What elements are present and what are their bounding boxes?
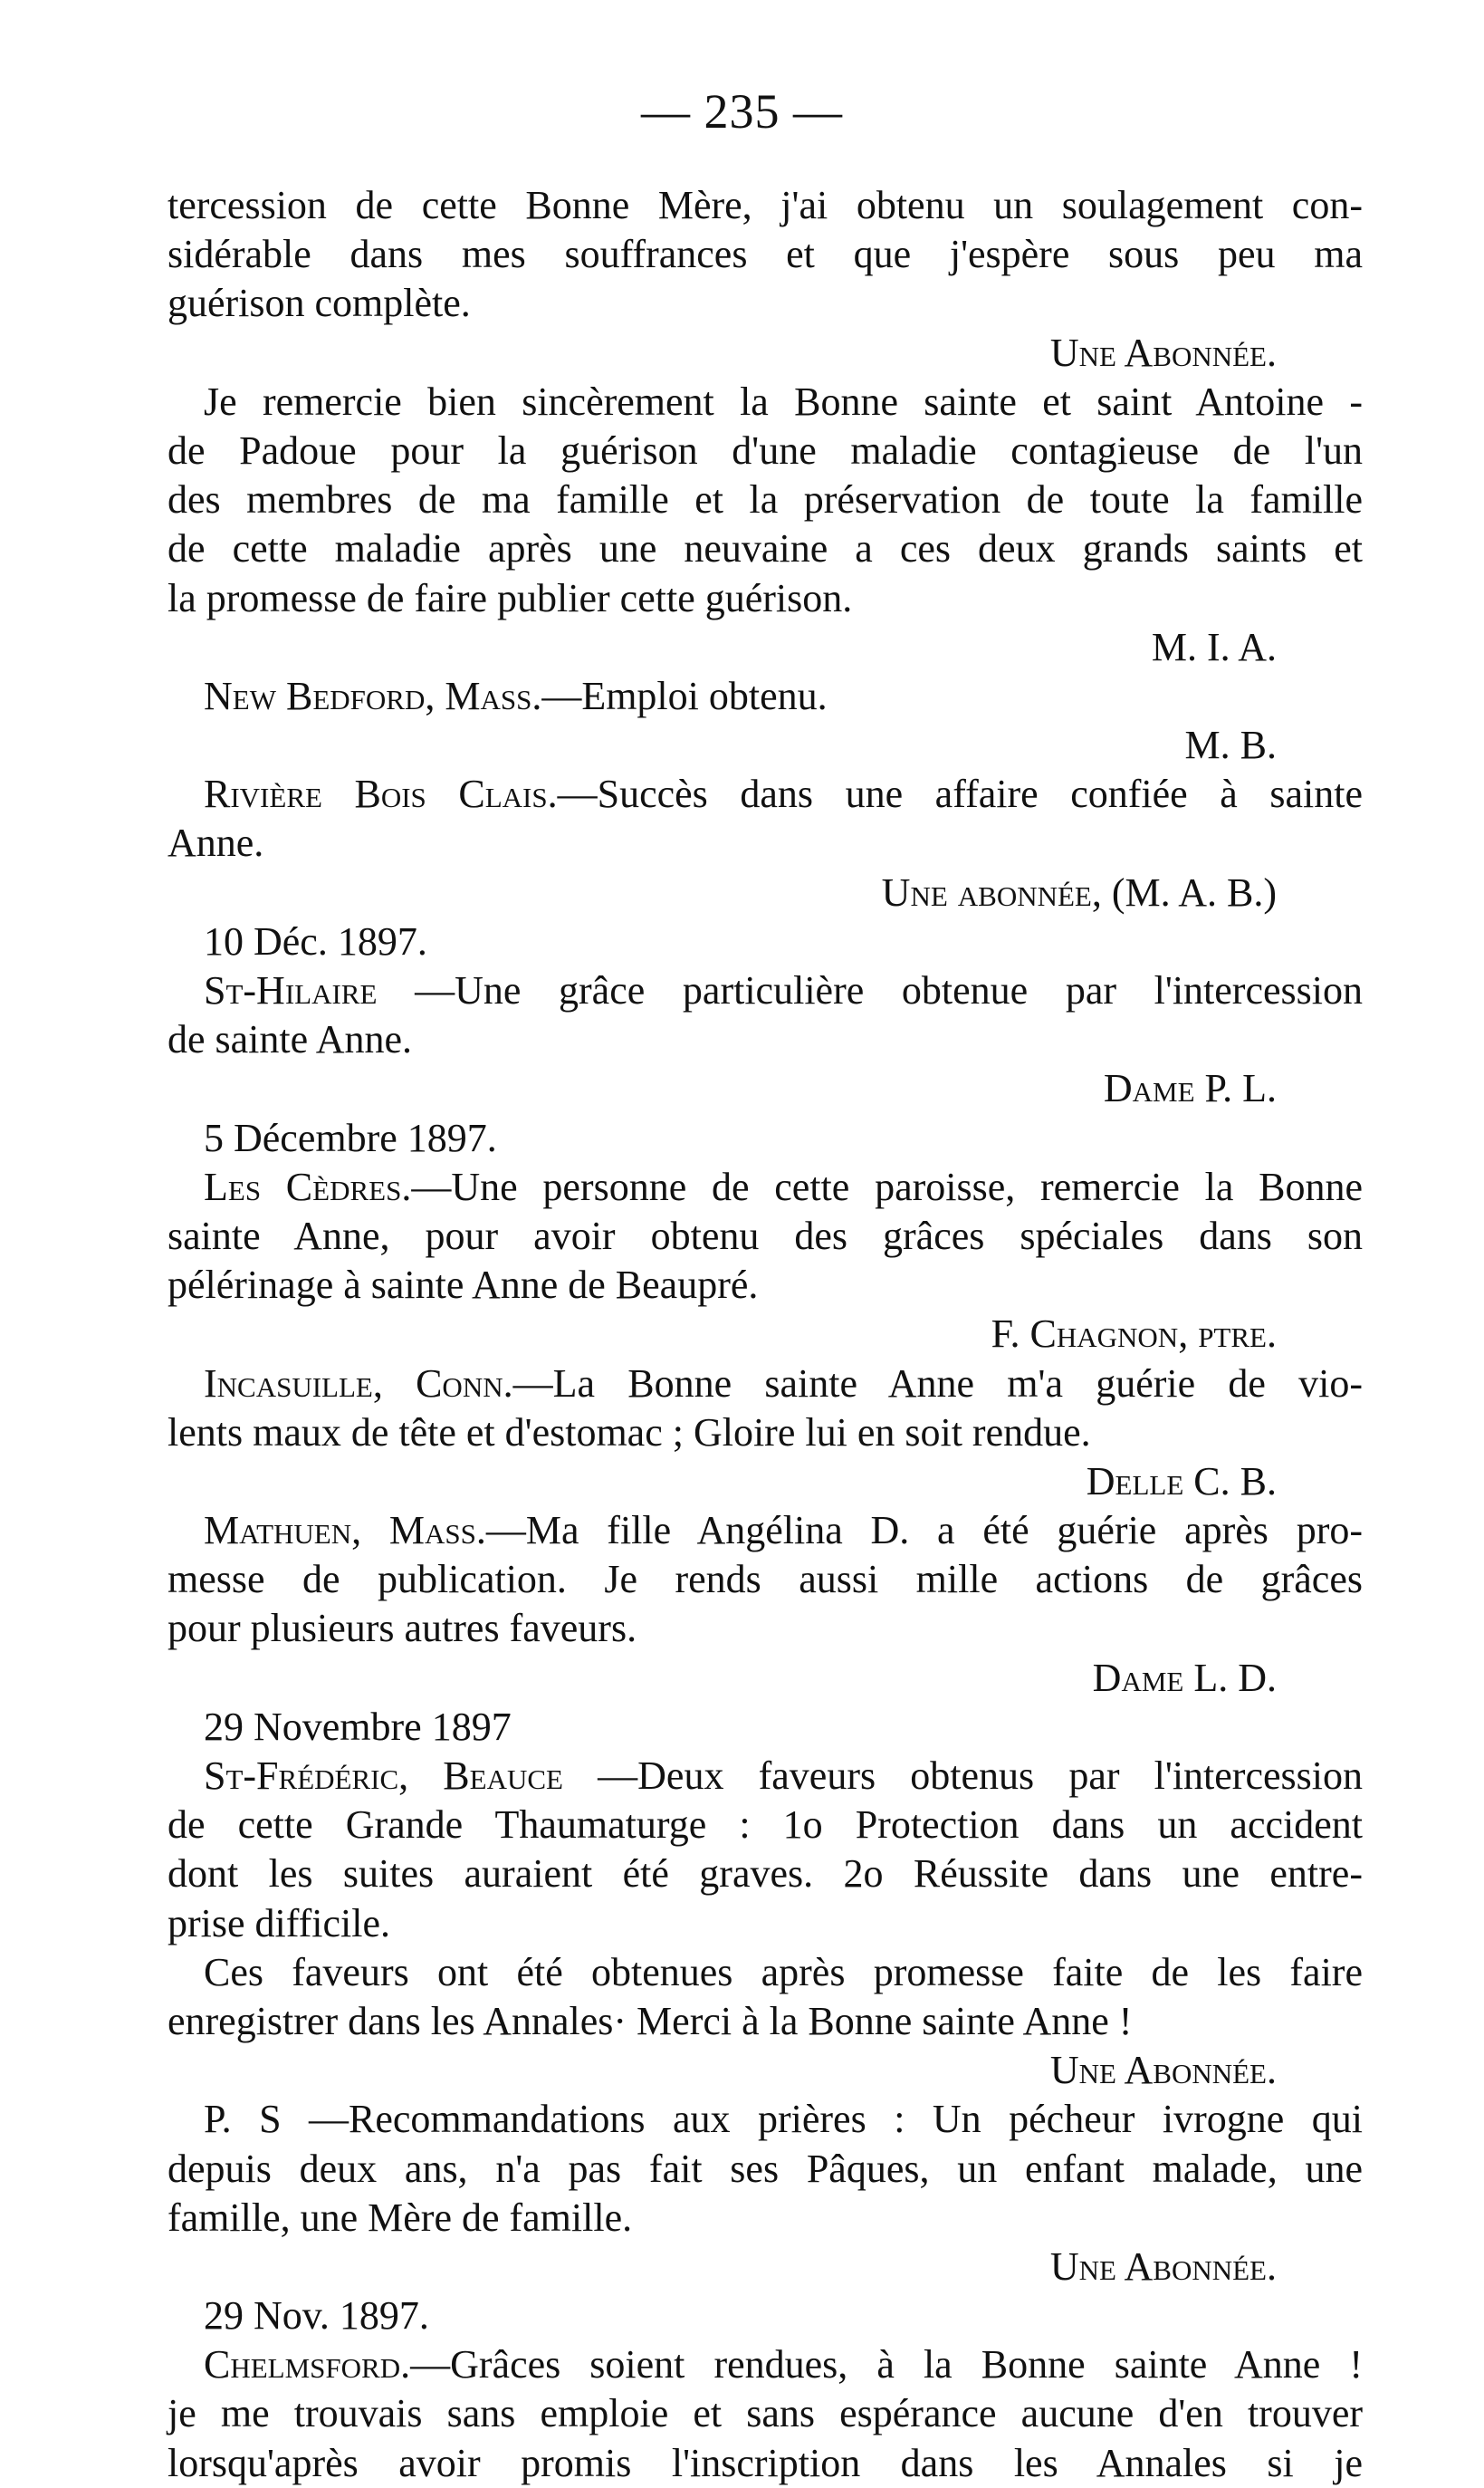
text-line: Ces faveurs ont été obtenues après promesse faite de les faire	[204, 1949, 1363, 1994]
text-line: la promesse de faire publier cette guérison.	[168, 575, 853, 620]
signature: Dame P. L.	[1103, 1066, 1277, 1111]
signature: M. I. A.	[1151, 624, 1277, 669]
text-line: de Padoue pour la guérison d'une maladie contagieuse de l'un	[168, 427, 1363, 473]
place-name: Incasuille, Conn.	[204, 1360, 513, 1406]
signature: M. B.	[1184, 723, 1277, 768]
entry-line	[168, 1359, 1363, 1408]
text-line: guérison complète.	[168, 281, 471, 326]
page-number: — 235 —	[641, 84, 843, 139]
entry-text: —Deux faveurs obtenus par l'intercession	[562, 1753, 1363, 1798]
entry-line	[168, 672, 1363, 721]
entry-text: —La Bonne sainte Anne m'a guérie de vio-	[512, 1360, 1363, 1406]
place-name: Chelmsford.	[204, 2342, 411, 2387]
date-line: 29 Nov. 1897.	[204, 2293, 429, 2339]
text-line: messe de publication. Je rends aussi mille actions de grâces	[168, 1557, 1363, 1602]
text-line: dont les suites auraient été graves. 2o Réussite dans une entre-	[168, 1851, 1363, 1897]
signature: F. Chagnon, ptre.	[991, 1311, 1277, 1357]
place-name: St-Frédéric, Beauce	[204, 1753, 563, 1798]
entry-text: —Une grâce particulière obtenue par l'intercession	[377, 968, 1363, 1013]
text-line: prise difficile.	[168, 1900, 390, 1945]
entry-text: —Une personne de cette paroisse, remercie la Bonne	[411, 1164, 1364, 1209]
entry-line	[168, 966, 1363, 1015]
entry-text: —Ma fille Angélina D. a été guérie après pro-	[485, 1508, 1363, 1553]
signature: Une Abonnée.	[1049, 2048, 1277, 2093]
text-line: Anne.	[168, 821, 264, 866]
text-line: tercession de cette Bonne Mère, j'ai obtenu un soulagement con-	[168, 183, 1363, 227]
entry-text: —Emploi obtenu.	[541, 673, 828, 718]
place-name: St-Hilaire	[204, 968, 378, 1013]
entry-line	[168, 1163, 1363, 1212]
place-name: Rivière Bois Clais.	[204, 772, 558, 817]
signature: Une Abonnée.	[1049, 2243, 1277, 2289]
entry-line	[168, 770, 1363, 819]
place-name: Mathuen, Mass.	[204, 1508, 486, 1553]
entry-text: —Succès dans une affaire confiée à sainte	[557, 772, 1363, 817]
text-line: Je remercie bien sincèrement la Bonne sainte et saint Antoine -	[204, 379, 1363, 424]
text-line: P. S —Recommandations aux prières : Un pécheur ivrogne qui	[204, 2097, 1363, 2142]
entry-line	[168, 2340, 1363, 2389]
signature: Delle C. B.	[1086, 1458, 1277, 1503]
text-line: lorsqu'après avoir promis l'inscription dans les Annales si je	[168, 2440, 1363, 2485]
text-line: famille, une Mère de famille.	[168, 2195, 633, 2240]
signature: Une Abonnée.	[1049, 330, 1277, 375]
text-line: pélérinage à sainte Anne de Beaupré.	[168, 1263, 759, 1308]
date-line: 10 Déc. 1897.	[204, 918, 427, 964]
text-line: lents maux de tête et d'estomac ; Gloire lui en soit rendue.	[168, 1409, 1091, 1455]
entry-line	[168, 1506, 1363, 1555]
entry-text: —Grâces soient rendues, à la Bonne sainte Anne !	[410, 2342, 1363, 2387]
text-line: sainte Anne, pour avoir obtenu des grâces spéciales dans son	[168, 1213, 1363, 1258]
entry-line	[168, 1752, 1363, 1801]
text-line: depuis deux ans, n'a pas fait ses Pâques, un enfant malade, une	[168, 2146, 1363, 2191]
date-line: 29 Novembre 1897	[204, 1704, 512, 1749]
text-line: de cette maladie après une neuvaine a ces deux grands saints et	[168, 526, 1363, 572]
article-body	[168, 181, 1363, 2488]
text-line: pour plusieurs autres faveurs.	[168, 1606, 637, 1651]
signature: Une abonnée, (M. A. B.)	[881, 869, 1277, 915]
place-name: New Bedford, Mass.	[204, 673, 542, 718]
signature: Dame L. D.	[1092, 1655, 1277, 1700]
text-line: sidérable dans mes souffrances et que j'espère sous peu ma	[168, 232, 1363, 277]
text-line: enregistrer dans les Annales· Merci à la Bonne sainte Anne !	[168, 1998, 1133, 2043]
text-line: de sainte Anne.	[168, 1017, 413, 1062]
place-name: Les Cèdres.	[204, 1164, 412, 1209]
date-line: 5 Décembre 1897.	[204, 1115, 497, 1160]
text-line: je me trouvais sans emploie et sans espérance aucune d'en trouver	[168, 2391, 1363, 2436]
text-line: des membres de ma famille et la préservation de toute la famille	[168, 477, 1363, 523]
text-line: de cette Grande Thaumaturge : 1o Protection dans un accident	[168, 1802, 1363, 1848]
